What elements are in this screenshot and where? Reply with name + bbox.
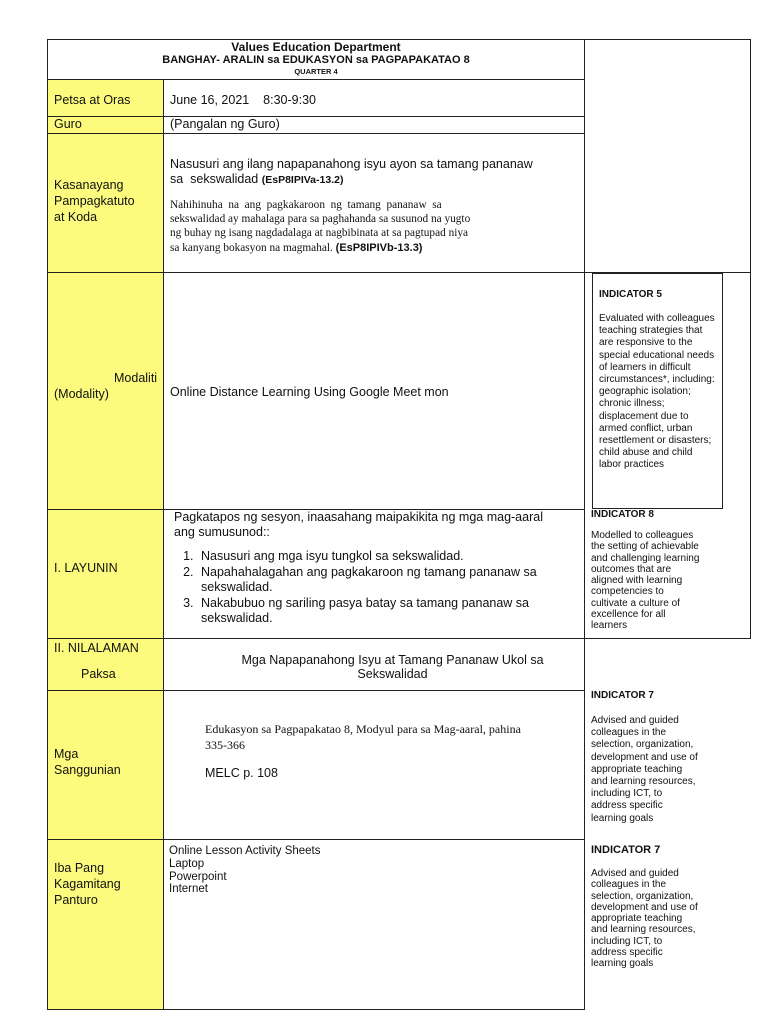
objectives-intro-line1: Pagkatapos ng sesyon, inaasahang maipakikita ng mga mag-aaral <box>174 510 543 524</box>
date-value: June 16, 2021 <box>170 93 250 107</box>
ind5-line-6: circumstances*, including: <box>599 374 715 386</box>
ind7a-line-3: selection, organization, <box>591 739 694 751</box>
indicator-7a-box <box>585 690 750 839</box>
kasanayan-label-line1: Kasanayang <box>54 178 124 192</box>
modality-value: Online Distance Learning Using Google Meet mon <box>170 385 449 399</box>
competency-1 <box>170 157 584 188</box>
kagamitan-label-cell <box>48 839 163 1010</box>
topic-line2: Sekswalidad <box>357 667 428 681</box>
time-value: 8:30-9:30 <box>263 93 316 107</box>
document-header <box>48 40 584 79</box>
competency-1-line1: Nasusuri ang ilang napapanahong isyu ayon sa tamang pananaw <box>170 157 533 171</box>
modaliti-label-cell <box>48 272 163 509</box>
competency-2-text: sa kanyang bokasyon na magmahal. <box>170 241 333 254</box>
sanggunian-label <box>48 746 163 778</box>
ind7b-line-7: including ICT, to <box>591 935 663 947</box>
paksa-value-cell <box>163 638 584 690</box>
topic-value <box>163 653 584 681</box>
kasanayan-value-cell <box>163 133 584 272</box>
date-time-value <box>170 92 584 108</box>
indicator-7b-box <box>585 839 750 1010</box>
reference-book <box>205 721 584 753</box>
kagamitan-label-line1: Iba Pang <box>54 861 105 875</box>
ind7b-line-4: development and use of <box>591 901 698 913</box>
objective-item-2: 2. Napahahalagahan ang pagkakaroon ng tamang pananaw sa sekswalidad. <box>197 565 567 596</box>
modaliti-value-cell <box>163 272 584 509</box>
ind5-line-2: teaching strategies that <box>599 325 703 337</box>
ind7a-line-5: appropriate teaching <box>591 763 683 775</box>
reference-line2: 335-366 <box>205 738 245 752</box>
ind7b-line-2: colleagues in the <box>591 879 667 891</box>
layunin-value-cell <box>163 509 584 638</box>
competency-2-line3: ng buhay ng isang nagdadalaga at nagbibinata at sa pagtupad niya <box>170 227 469 240</box>
table-right-border <box>750 39 751 638</box>
objectives-intro <box>174 510 584 540</box>
modaliti-label <box>48 370 163 402</box>
petsa-label-cell <box>48 79 163 116</box>
department-title: Values Education Department <box>231 40 401 54</box>
competency-1-text: sa sekswalidad <box>170 172 259 186</box>
guro-label: Guro <box>54 117 82 131</box>
ind5-line-4: special educational needs <box>599 349 715 361</box>
layunin-label: I. LAYUNIN <box>54 561 118 575</box>
ind5-line-9: displacement due to <box>599 410 689 422</box>
ind7a-line-9: learning goals <box>591 812 654 824</box>
ind5-line-13: labor practices <box>599 459 665 471</box>
layunin-label-cell <box>48 509 163 638</box>
ind8-line-1: Modelled to colleagues <box>591 530 694 541</box>
indicator-7a-text <box>591 715 750 825</box>
sanggunian-label-line1: Mga <box>54 747 79 761</box>
ind5-line-5: of learners in difficult <box>599 361 691 373</box>
ind8-line-7: cultivate a culture of <box>591 597 680 609</box>
ind5-line-11: resettlement or disasters; <box>599 435 712 447</box>
ind7a-line-7: including ICT, to <box>591 788 663 800</box>
sanggunian-label-cell <box>48 690 163 839</box>
melc-reference: MELC p. 108 <box>205 766 278 780</box>
kagamitan-label-line3: Panturo <box>54 893 98 907</box>
competency-2-code: (EsP8IPIVb-13.3) <box>335 241 423 254</box>
objective-item-3: 3. Nakabubuo ng sariling pasya batay sa tamang pananaw sa sekswalidad. <box>197 596 567 627</box>
indicator-8-title: INDICATOR 8 <box>591 509 654 520</box>
ind5-line-10: armed conflict, urban <box>599 422 693 434</box>
ind8-line-9: learners <box>591 620 628 632</box>
material-item-3: Powerpoint <box>169 870 227 883</box>
ind7a-line-6: and learning resources, <box>591 776 696 788</box>
objectives-intro-line2: ang sumusunod:: <box>174 525 270 539</box>
reference-line1: Edukasyon sa Pagpapakatao 8, Modyul para sa Mag-aaral, pahina <box>205 722 521 736</box>
material-item-2: Laptop <box>169 857 205 870</box>
indicator-5-text <box>599 313 722 472</box>
modaliti-label-line1: Modaliti <box>114 371 158 385</box>
ind7b-line-8: address specific <box>591 947 663 959</box>
paksa-label: Paksa <box>81 667 116 681</box>
kagamitan-label-line2: Kagamitang <box>54 877 121 891</box>
ind8-line-2: the setting of achievable <box>591 541 699 553</box>
indicator-8-box <box>585 509 750 638</box>
ind5-line-8: chronic illness; <box>599 398 665 410</box>
material-item-1: Online Lesson Activity Sheets <box>169 845 321 857</box>
kagamitan-label <box>48 860 163 908</box>
indicator-7b-title: INDICATOR 7 <box>591 844 661 856</box>
ind7a-line-8: address specific <box>591 800 663 812</box>
competency-2-line2: sekswalidad ay mahalaga para sa paghahanda sa susunod na yugto <box>170 213 471 226</box>
nilalaman-label: II. NILALAMAN <box>54 641 139 655</box>
ind8-line-6: competencies to <box>591 586 664 598</box>
ind8-line-4: outcomes that are <box>591 563 672 575</box>
sanggunian-value-cell <box>163 690 584 839</box>
ind7a-line-2: colleagues in the <box>591 727 667 739</box>
objectives-list <box>173 549 567 627</box>
kasanayan-label <box>48 177 163 225</box>
guro-label-cell <box>48 116 163 133</box>
ind7b-line-5: appropriate teaching <box>591 913 683 925</box>
ind7b-line-6: and learning resources, <box>591 924 696 936</box>
ind7b-line-9: learning goals <box>591 958 654 970</box>
quarter-label: QUARTER 4 <box>294 67 338 76</box>
ind5-line-7: geographic isolation; <box>599 386 691 398</box>
competency-2 <box>170 198 584 255</box>
sanggunian-label-line2: Sanggunian <box>54 763 121 777</box>
guro-value: (Pangalan ng Guro) <box>170 117 280 131</box>
topic-line1: Mga Napapanahong Isyu at Tamang Pananaw Ukol sa <box>241 653 544 667</box>
petsa-value-cell <box>163 79 584 116</box>
kasanayan-label-line3: at Koda <box>54 210 98 224</box>
ind5-line-1: Evaluated with colleagues <box>599 313 715 324</box>
competency-1-code: (EsP8IPIVa-13.2) <box>261 174 344 186</box>
ind8-line-3: and challenging learning <box>591 552 700 564</box>
ind7b-line-3: selection, organization, <box>591 890 694 902</box>
petsa-label: Petsa at Oras <box>54 93 131 107</box>
ind5-line-3: are responsive to the <box>599 337 693 349</box>
ind7a-line-1: Advised and guided <box>591 715 679 726</box>
competency-2-line4 <box>170 241 584 255</box>
lesson-plan-title: BANGHAY- ARALIN sa EDUKASYON sa PAGPAPAKATAO 8 <box>162 54 470 66</box>
ind8-line-5: aligned with learning <box>591 575 683 587</box>
indicator-5-box <box>592 273 723 509</box>
competency-1-line2 <box>170 172 584 188</box>
indicator-7a-title: INDICATOR 7 <box>591 690 654 701</box>
indicator-7b-text <box>591 868 750 970</box>
indicator-column-mid-line <box>584 638 751 639</box>
ind7a-line-4: development and use of <box>591 751 698 763</box>
competency-2-line1: Nahihinuha na ang pagkakaroon ng tamang pananaw sa <box>170 199 442 211</box>
kasanayan-label-cell <box>48 133 163 272</box>
kasanayan-label-line2: Pampagkatuto <box>54 194 135 208</box>
nilalaman-label-cell <box>48 638 163 690</box>
material-item-4: Internet <box>169 883 208 896</box>
kagamitan-value-cell <box>163 839 584 1010</box>
objective-item-1: 1. Nasusuri ang mga isyu tungkol sa sekswalidad. <box>197 549 567 565</box>
guro-value-cell <box>163 116 584 133</box>
ind7b-line-1: Advised and guided <box>591 868 679 879</box>
indicator-8-text <box>591 530 750 632</box>
ind8-line-8: excellence for all <box>591 609 666 621</box>
ind5-line-12: child abuse and child <box>599 447 693 459</box>
indicator-5-title: INDICATOR 5 <box>599 289 662 300</box>
modaliti-label-line2: (Modality) <box>54 387 109 401</box>
materials-list <box>169 845 584 896</box>
